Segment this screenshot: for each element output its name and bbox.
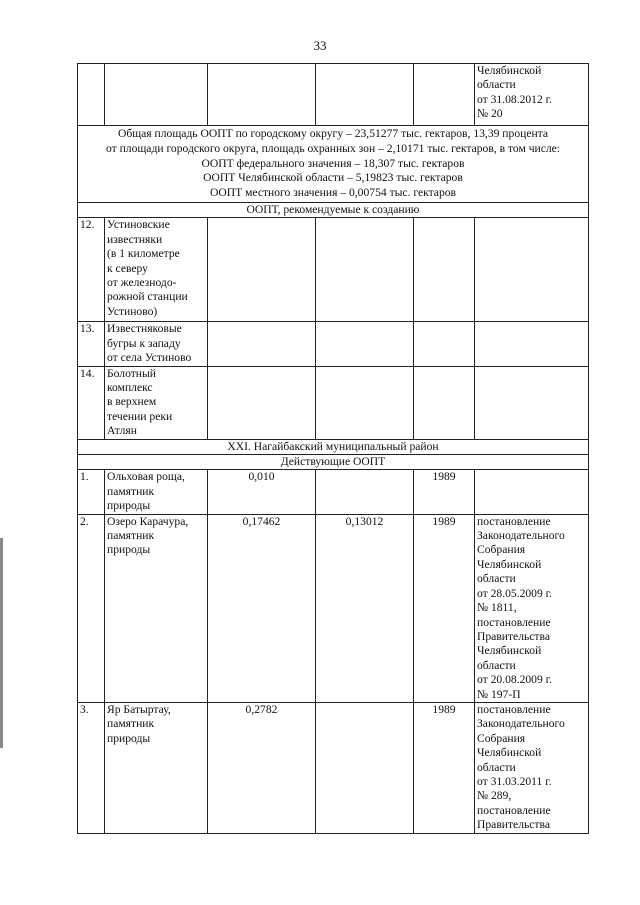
cell-buffer bbox=[316, 218, 414, 322]
cell-name: Известняковые бугры к западу от села Устиново bbox=[105, 322, 208, 366]
table-row bbox=[78, 366, 589, 439]
table-row bbox=[78, 470, 589, 514]
scan-edge-mark bbox=[0, 538, 3, 748]
cell-year: 1989 bbox=[414, 514, 475, 702]
cell-doc bbox=[475, 366, 589, 439]
summary-row bbox=[78, 126, 589, 203]
table-row bbox=[78, 702, 589, 833]
summary-text: Общая площадь ООПТ по городскому округу – 23,51277 тыс. гектаров, 13,39 процента от площади городского округа, площадь охранных зон – 2,10171 тыс. гектаров, в том числе: ООПТ федерального значения – 18,307 тыс. гектаров ООПТ Челябинской области – 5,19823 тыс. гектаров ООПТ местного значения – 0,00754 тыс. гектаров bbox=[78, 126, 589, 203]
page-number: 33 bbox=[313, 38, 327, 53]
cell-area bbox=[208, 218, 316, 322]
cell-year bbox=[414, 218, 475, 322]
cell-doc bbox=[475, 218, 589, 322]
cell-year bbox=[414, 366, 475, 439]
district-header-row: XXI. Нагайбакский муниципальный район bbox=[78, 439, 589, 454]
cell-area: 0,2782 bbox=[208, 702, 316, 833]
cell-num: 14. bbox=[78, 366, 105, 439]
cell-area bbox=[208, 322, 316, 366]
cell-year bbox=[414, 322, 475, 366]
cell-name: Устиновские известняки (в 1 километре к северу от железнодо- рожной станции Устиново) bbox=[105, 218, 208, 322]
cell-name: Яр Батыртау, памятник природы bbox=[105, 702, 208, 833]
cell-num: 13. bbox=[78, 322, 105, 366]
protected-areas-table bbox=[77, 63, 589, 834]
cell-buffer bbox=[316, 366, 414, 439]
cell-doc: постановление Законодательного Собрания Челябинской области от 28.05.2009 г. № 1811, постановление Правительства Челябинской области от 20.08.2009 г. № 197-П bbox=[475, 514, 589, 702]
cell-buffer bbox=[316, 470, 414, 514]
table-row bbox=[78, 514, 589, 702]
section-header-recommended: ООПТ, рекомендуемые к созданию bbox=[78, 202, 589, 217]
cell-doc bbox=[475, 322, 589, 366]
cell-year bbox=[414, 64, 475, 126]
section-header-existing: Действующие ООПТ bbox=[78, 455, 589, 470]
table-row bbox=[78, 218, 589, 322]
cell-buffer: 0,13012 bbox=[316, 514, 414, 702]
cell-area: 0,17462 bbox=[208, 514, 316, 702]
cell-buffer bbox=[316, 702, 414, 833]
cell-buffer bbox=[316, 64, 414, 126]
cell-area bbox=[208, 64, 316, 126]
cell-name: Озеро Карачура, памятник природы bbox=[105, 514, 208, 702]
cell-num: 2. bbox=[78, 514, 105, 702]
cell-year: 1989 bbox=[414, 702, 475, 833]
cell-doc bbox=[475, 470, 589, 514]
cell-num bbox=[78, 64, 105, 126]
cell-doc: постановление Законодательного Собрания Челябинской области от 31.03.2011 г. № 289, постановление Правительства bbox=[475, 702, 589, 833]
cell-num: 3. bbox=[78, 702, 105, 833]
cell-area: 0,010 bbox=[208, 470, 316, 514]
cell-num: 1. bbox=[78, 470, 105, 514]
cell-name bbox=[105, 64, 208, 126]
cell-year: 1989 bbox=[414, 470, 475, 514]
table-row bbox=[78, 64, 589, 126]
cell-name: Болотный комплекс в верхнем течении реки Атлян bbox=[105, 366, 208, 439]
cell-buffer bbox=[316, 322, 414, 366]
cell-num: 12. bbox=[78, 218, 105, 322]
table-row bbox=[78, 322, 589, 366]
cell-name: Ольховая роща, памятник природы bbox=[105, 470, 208, 514]
cell-area bbox=[208, 366, 316, 439]
cell-doc: Челябинской области от 31.08.2012 г. № 20 bbox=[475, 64, 589, 126]
